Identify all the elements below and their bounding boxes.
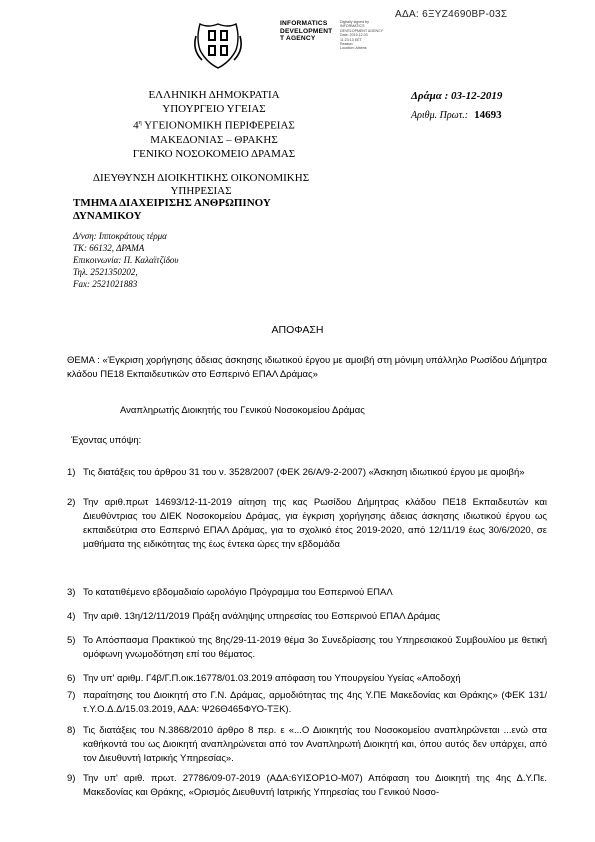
document-title: ΑΠΟΦΑΣΗ <box>271 324 324 336</box>
list-item <box>67 466 547 480</box>
department-block <box>73 172 329 222</box>
region-ordinal-suffix: η <box>138 120 142 127</box>
signature-line: Location: Athens <box>340 46 367 51</box>
header-line: ΓΕΝΙΚΟ ΝΟΣΟΚΟΜΕΙΟ ΔΡΑΜΑΣ <box>132 148 296 161</box>
item-number: 4) <box>67 611 76 622</box>
region-ordinal: 4 <box>133 120 139 133</box>
item-text: Το Απόσπασμα Πρακτικού της 8ης/29-11-2019 θέμα 3ο Συνεδρίασης του Υπηρεσιακού Συμβουλίου με θετική ομόφωνη γνωμοδότηση επί του θέματος. <box>83 635 547 660</box>
section-line: ΤΜΗΜΑ ΔΙΑΧΕΙΡΙΣΗΣ ΑΝΘΡΩΠΙΝΟΥ <box>73 197 271 210</box>
header-line: ΕΛΛΗΝΙΚΗ ΔΗΜΟΚΡΑΤΙΑ <box>148 89 280 101</box>
item-number: 3) <box>67 587 76 598</box>
header-line: $4^\eta$ ΥΓΕΙΟΝΟΜΙΚΗ ΠΕΡΙΦΕΡΕΙΑΣ <box>133 120 295 133</box>
logo-line: T AGENCY <box>280 35 316 43</box>
item-number: 7) <box>67 690 76 701</box>
list-item <box>67 772 547 800</box>
contact-address <box>73 230 179 290</box>
header-line: ΜΑΚΕΔΟΝΙΑΣ – ΘΡΑΚΗΣ <box>150 134 278 147</box>
item-text: Την υπ' αριθμ. Γ4β/Γ.Π.οικ.16778/01.03.2019 απόφαση του Υπουργείου Υγείας «Αποδοχή <box>83 673 461 684</box>
digital-signature-text <box>340 20 383 51</box>
signature-line: INFORMATICS <box>340 24 365 29</box>
authority-header <box>96 88 332 162</box>
greek-emblem-icon <box>192 14 244 70</box>
list-item <box>67 724 547 766</box>
list-item <box>67 586 547 600</box>
item-number: 1) <box>67 467 76 478</box>
signature-line: Reason: <box>340 42 354 47</box>
protocol-value: 14693 <box>474 109 502 121</box>
address-line: Δ/νση: Ιπποκράτους τέρμα <box>73 231 167 241</box>
protocol-number <box>411 109 502 121</box>
signature-line: 11:23:13 EET <box>340 37 362 42</box>
address-line: Fax: 2521021883 <box>73 279 138 290</box>
item-text: Τις διατάξεις του άρθρου 31 του ν. 3528/2007 (ΦΕΚ 26/Α/9-2-2007) «Άσκηση ιδιωτικού έργου με αμοιβή» <box>83 467 525 478</box>
ada-code: ΑΔΑ: 6ΞΥΖ4690ΒΡ-03Σ <box>395 9 508 20</box>
having-line: Έχοντας υπόψη: <box>71 435 142 446</box>
item-number: 9) <box>67 773 76 784</box>
department-line: ΔΙΕΥΘΥΝΣΗ ΔΙΟΙΚΗΤΙΚΗΣ ΟΙΚΟΝΟΜΙΚΗΣ <box>92 172 310 184</box>
item-number: 5) <box>67 635 76 646</box>
item-text: Το κατατιθέμενο εβδομαδιαίο ωρολόγιο Πρόγραμμα του Εσπερινού ΕΠΑΛ <box>83 587 393 598</box>
department-line: ΥΠΗΡΕΣΙΑΣ <box>170 184 232 197</box>
item-text: Τις διατάξεις του Ν.3868/2010 άρθρο 8 περ. ε «...Ο Διοικητής του Νοσοκομείου αναπληρώνεται ...ενώ στα καθήκοντά του ως Διοικητή αναπληρώνεται από τον Αναπληρωτή Διοικητή και, όπου αυτός δεν υπάρχει, από τον Διευθυντή Ιατρικής Υπηρεσίας». <box>83 725 547 764</box>
subject-text: ΘΕΜΑ : «Έγκριση χορήγησης άδειας άσκησης ιδιωτικού έργου με αμοιβή στη μόνιμη υπάλληλο Ρωσίδου Δήμητρα κλάδου ΠΕ18 Εκπαιδευτικών στο Εσπερινό ΕΠΑΛ Δράμας» <box>67 355 547 380</box>
deputy-line: Αναπληρωτής Διοικητής του Γενικού Νοσοκομείου Δράμας <box>120 405 365 416</box>
address-line: Επικοινωνία: Π. Καλαϊτζίδου <box>73 255 179 266</box>
item-text: Την αριθ.πρωτ 14693/12-11-2019 αίτηση της κας Ρωσίδου Δήμητρας κλάδου ΠΕ18 Εκπαιδευτών και Διευθύντριας του ΔΙΕΚ Νοσοκομείου Δράμας, για έγκριση χορήγησης άδειας άσκησης ιδιωτικού έργου ως εκπαιδεύτρια στο Εσπερινό ΕΠΑΛ Δράμας, για το σχολικό έτος 2019-2020, από 12/11/19 έως 30/6/2020, σε μαθήματα της ειδικότητας της έως έντεκα ώρες την εβδομάδα <box>83 497 547 550</box>
address-line: ΤΚ: 66132, ΔΡΑΜΑ <box>73 243 145 254</box>
signature-line: Digitally signed by <box>340 20 369 24</box>
list-item <box>67 689 547 717</box>
signature-line: Date: 2019.12.03 <box>340 33 368 38</box>
signature-line: DEVELOPMENT AGENCY <box>340 28 384 33</box>
item-number: 6) <box>67 673 76 684</box>
logo-line: INFORMATICS <box>280 20 328 27</box>
logo-line: DEVELOPMENT <box>280 27 333 35</box>
list-item <box>67 610 547 624</box>
list-item <box>67 672 547 686</box>
list-item <box>67 634 547 662</box>
item-text: Την υπ' αριθ. πρωτ. 27786/09-07-2019 (ΑΔΑ:6ΥΙΣΟΡ1Ο-Μ07) Απόφαση του Διοικητή της 4ης Δ.Υ.Πε. Μακεδονίας και Θράκης, «Ορισμός Διευθυντή Ιατρικής Υπηρεσίας του Γενικού Νοσο- <box>83 773 547 798</box>
item-text: Την αριθ. 13η/12/11/2019 Πράξη ανάληψης υπηρεσίας του Εσπερινού ΕΠΑΛ Δράμας <box>83 611 441 622</box>
informatics-logo-text <box>280 20 332 43</box>
header-line: ΥΠΟΥΡΓΕΙΟ ΥΓΕΙΑΣ <box>162 103 266 116</box>
item-text: παραίτησης του Διοικητή στο Γ.Ν. Δράμας, αρμοδιότητας της 4ης Υ.ΠΕ Μακεδονίας και Θράκης» (ΦΕΚ 131/τ.Υ.Ο.Δ.Δ/15.03.2019, ΑΔΑ: Ψ26Θ465ΦΥΟ-ΤΞΚ). <box>83 690 547 715</box>
list-item <box>67 496 547 552</box>
item-number: 8) <box>67 725 76 736</box>
protocol-label: Αριθμ. Πρωτ.: <box>411 110 469 121</box>
document-date: Δράμα : 03-12-2019 <box>411 90 503 102</box>
address-line: Τηλ. 2521350202, <box>73 267 138 278</box>
item-number: 2) <box>67 497 76 508</box>
section-line: ΔΥΝΑΜΙΚΟΥ <box>73 209 142 222</box>
